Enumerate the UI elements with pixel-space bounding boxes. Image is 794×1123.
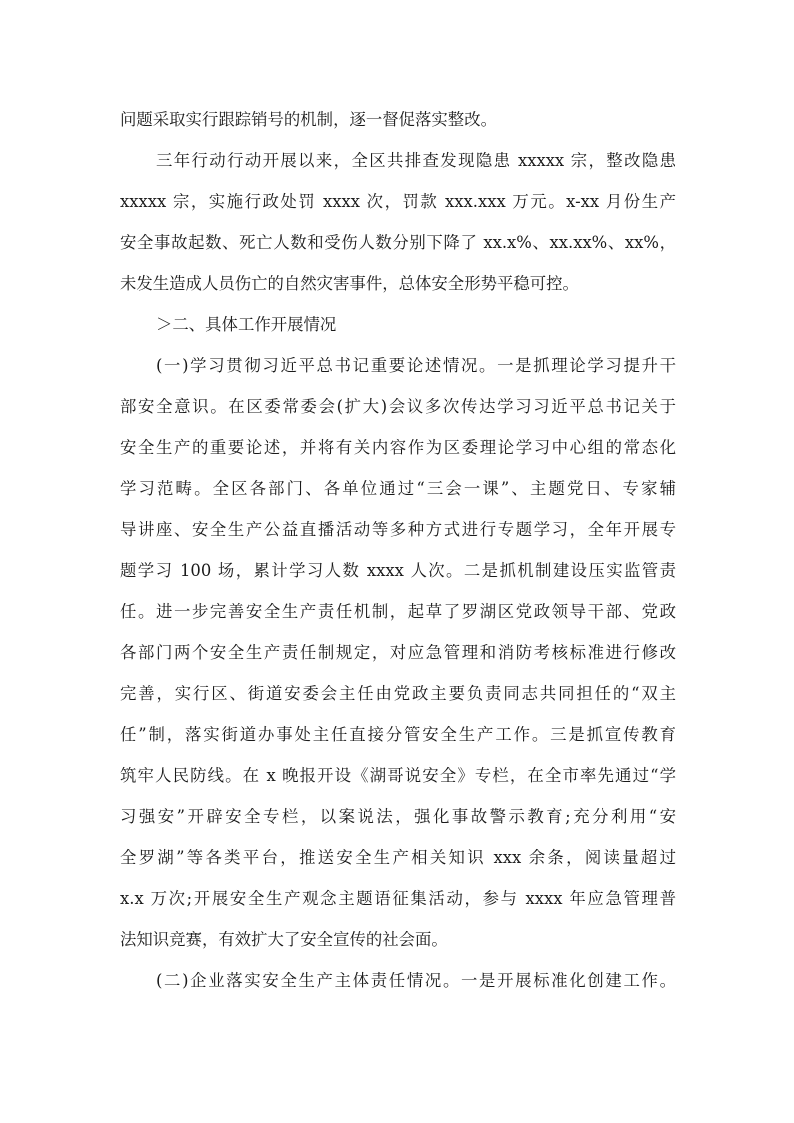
document-page: [120, 99, 676, 1001]
text-line: (二)企业落实安全生产主体责任情况。一是开展标准化创建工作。: [156, 971, 676, 990]
text-line: 部安全意识。在区委常委会(扩大)会议多次传达学习习近平总书记关于: [120, 397, 676, 416]
text-line: xxxxx 宗，实施行政处罚 xxxx 次，罚款 xxx.xxx 万元。x-xx 月份生产: [120, 192, 676, 211]
text-line: (一)学习贯彻习近平总书记重要论述情况。一是抓理论学习提升干: [156, 356, 676, 375]
text-line: 导讲座、安全生产公益直播活动等多种方式进行专题学习，全年开展专: [120, 520, 676, 539]
text-line: 筑牢人民防线。在 x 晚报开设《湖哥说安全》专栏，在全市率先通过“学: [120, 766, 676, 785]
text-line: 三年行动行动开展以来，全区共排查发现隐患 xxxxx 宗，整改隐患: [156, 151, 676, 170]
text-line: 未发生造成人员伤亡的自然灾害事件，总体安全形势平稳可控。: [120, 274, 579, 293]
text-line: 完善，实行区、街道安委会主任由党政主要负责同志共同担任的“双主: [120, 684, 676, 703]
text-line: 学习范畴。全区各部门、各单位通过“三会一课”、主题党日、专家辅: [120, 479, 676, 498]
text-line: 法知识竞赛，有效扩大了安全宣传的社会面。: [120, 930, 448, 949]
text-line: x.x 万次;开展安全生产观念主题语征集活动，参与 xxxx 年应急管理普: [120, 889, 676, 908]
text-line: 任。进一步完善安全生产责任机制，起草了罗湖区党政领导干部、党政: [120, 602, 676, 621]
text-line: 安全事故起数、死亡人数和受伤人数分别下降了 xx.x%、xx.xx%、xx%，: [120, 233, 676, 252]
text-line: 全罗湖”等各类平台，推送安全生产相关知识 xxx 余条，阅读量超过: [120, 848, 676, 867]
text-line: ＞二、具体工作开展情况: [156, 315, 337, 334]
text-line: 习强安”开辟安全专栏，以案说法，强化事故警示教育;充分利用“安: [120, 807, 676, 826]
text-line: 问题采取实行跟踪销号的机制，逐一督促落实整改。: [120, 110, 497, 129]
text-line: 题学习 100 场，累计学习人数 xxxx 人次。二是抓机制建设压实监管责: [120, 561, 676, 580]
text-line: 各部门两个安全生产责任制规定，对应急管理和消防考核标准进行修改: [120, 643, 676, 662]
text-line: 安全生产的重要论述，并将有关内容作为区委理论学习中心组的常态化: [120, 438, 676, 457]
text-line: 任”制，落实街道办事处主任直接分管安全生产工作。三是抓宣传教育: [120, 725, 676, 744]
